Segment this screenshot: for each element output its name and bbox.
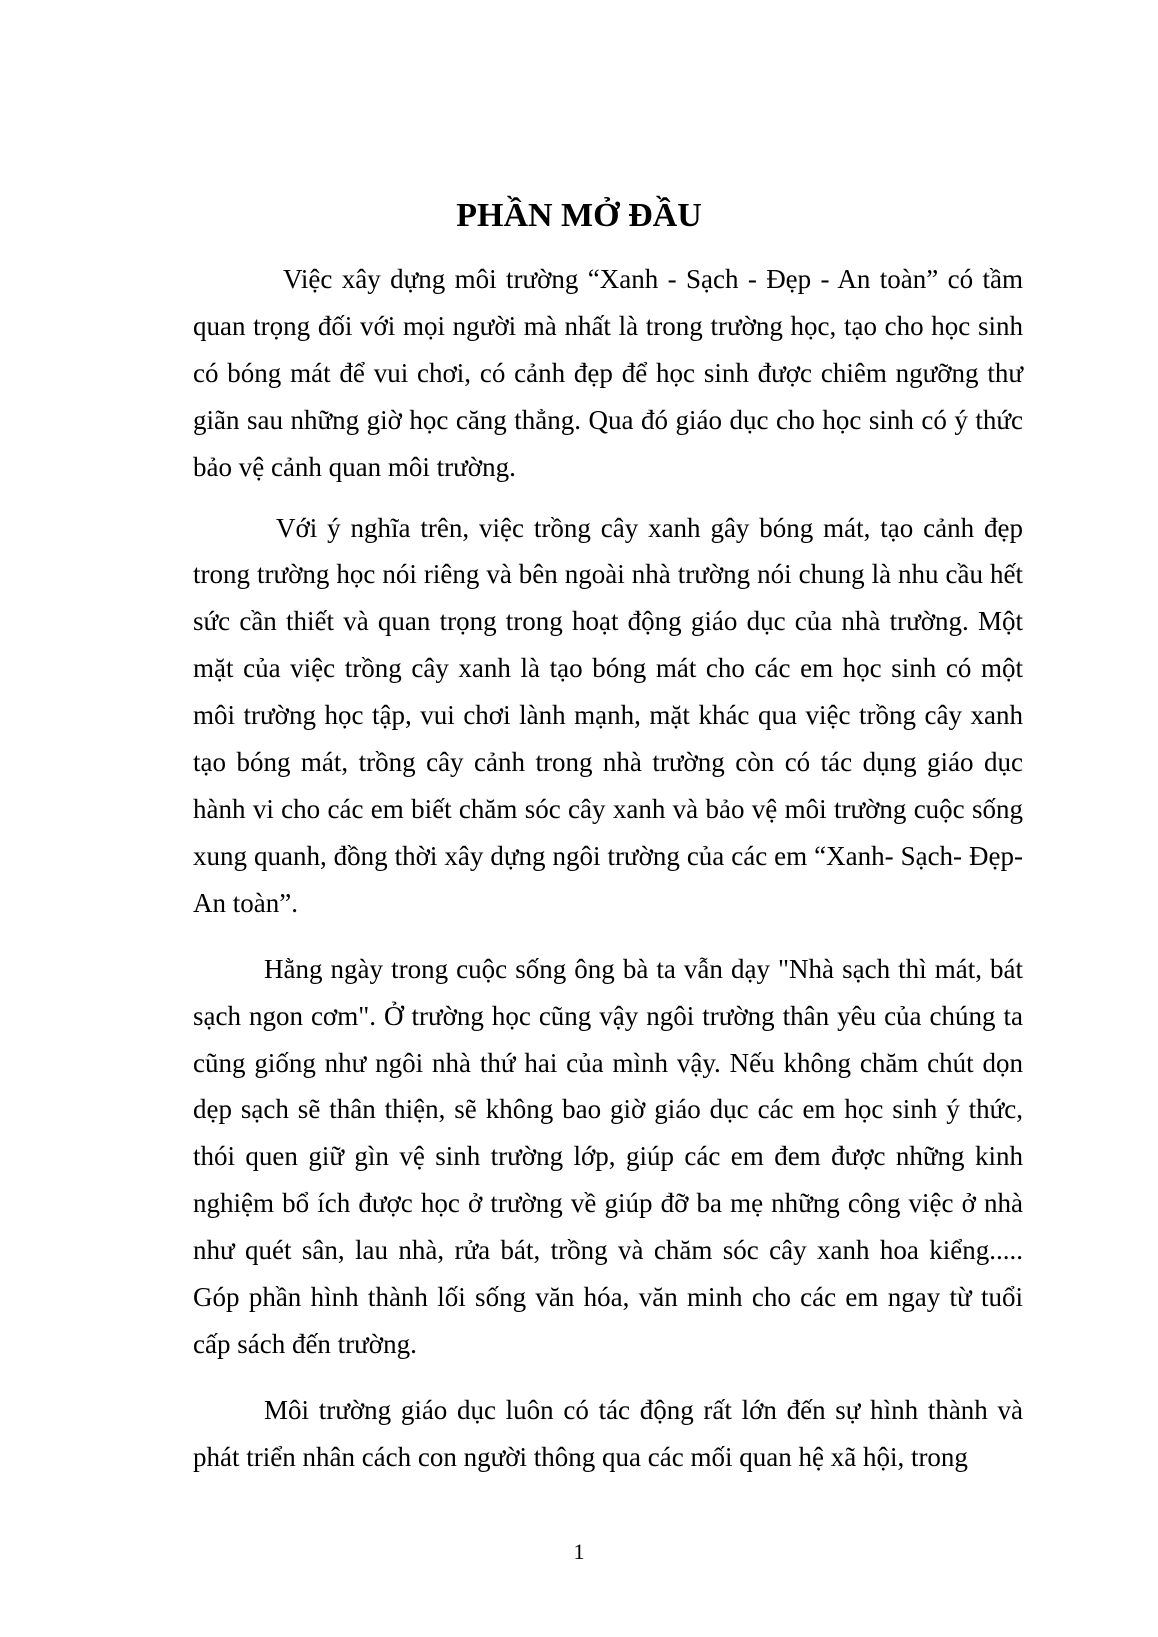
paragraph-1: Việc xây dựng môi trường “Xanh - Sạch - Đẹp - An toàn” có tầm quan trọng đối với mọi người mà nhất là trong trường học, tạo cho học sinh có bóng mát để vui chơi, có cảnh đẹp để học sinh được chiêm ngưỡng thư giãn sau những giờ học căng thẳng. Qua đó giáo dục cho học sinh có ý thức bảo vệ cảnh quan môi trường. [193,264,1023,482]
page-title: PHẦN MỞ ĐẦU [456,197,702,234]
paragraph-3: Hằng ngày trong cuộc sống ông bà ta vẫn dạy "Nhà sạch thì mát, bát sạch ngon cơm". Ở trường học cũng vậy ngôi trường thân yêu của chúng ta cũng giống như ngôi nhà thứ hai của mình vậy. Nếu không chăm chút dọn dẹp sạch sẽ thân thiện, sẽ không bao giờ giáo dục các em học sinh ý thức, thói quen giữ gìn vệ sinh trường lớp, giúp các em đem được những kinh nghiệm bổ ích được học ở trường về giúp đỡ ba mẹ những công việc ở nhà như quét sân, lau nhà, rửa bát, trồng và chăm sóc cây xanh hoa kiểng..... Góp phần hình thành lối sống văn hóa, văn minh cho các em ngay từ tuổi cấp sách đến trường. [193,953,1023,1359]
paragraph-4: Môi trường giáo dục luôn có tác động rất lớn đến sự hình thành và phát triển nhân cách con người thông qua các mối quan hệ xã hội, trong [193,1394,1023,1472]
document-body [193,256,1023,1481]
paragraph-2: Với ý nghĩa trên, việc trồng cây xanh gây bóng mát, tạo cảnh đẹp trong trường học nói riêng và bên ngoài nhà trường nói chung là nhu cầu hết sức cần thiết và quan trọng trong hoạt động giáo dục của nhà trường. Một mặt của việc trồng cây xanh là tạo bóng mát cho các em học sinh có một môi trường học tập, vui chơi lành mạnh, mặt khác qua việc trồng cây xanh tạo bóng mát, trồng cây cảnh trong nhà trường còn có tác dụng giáo dục hành vi cho các em biết chăm sóc cây xanh và bảo vệ môi trường cuộc sống xung quanh, đồng thời xây dựng ngôi trường của các em “Xanh- Sạch- Đẹp- An toàn”. [193,512,1023,918]
page-number: 1 [573,1539,585,1564]
